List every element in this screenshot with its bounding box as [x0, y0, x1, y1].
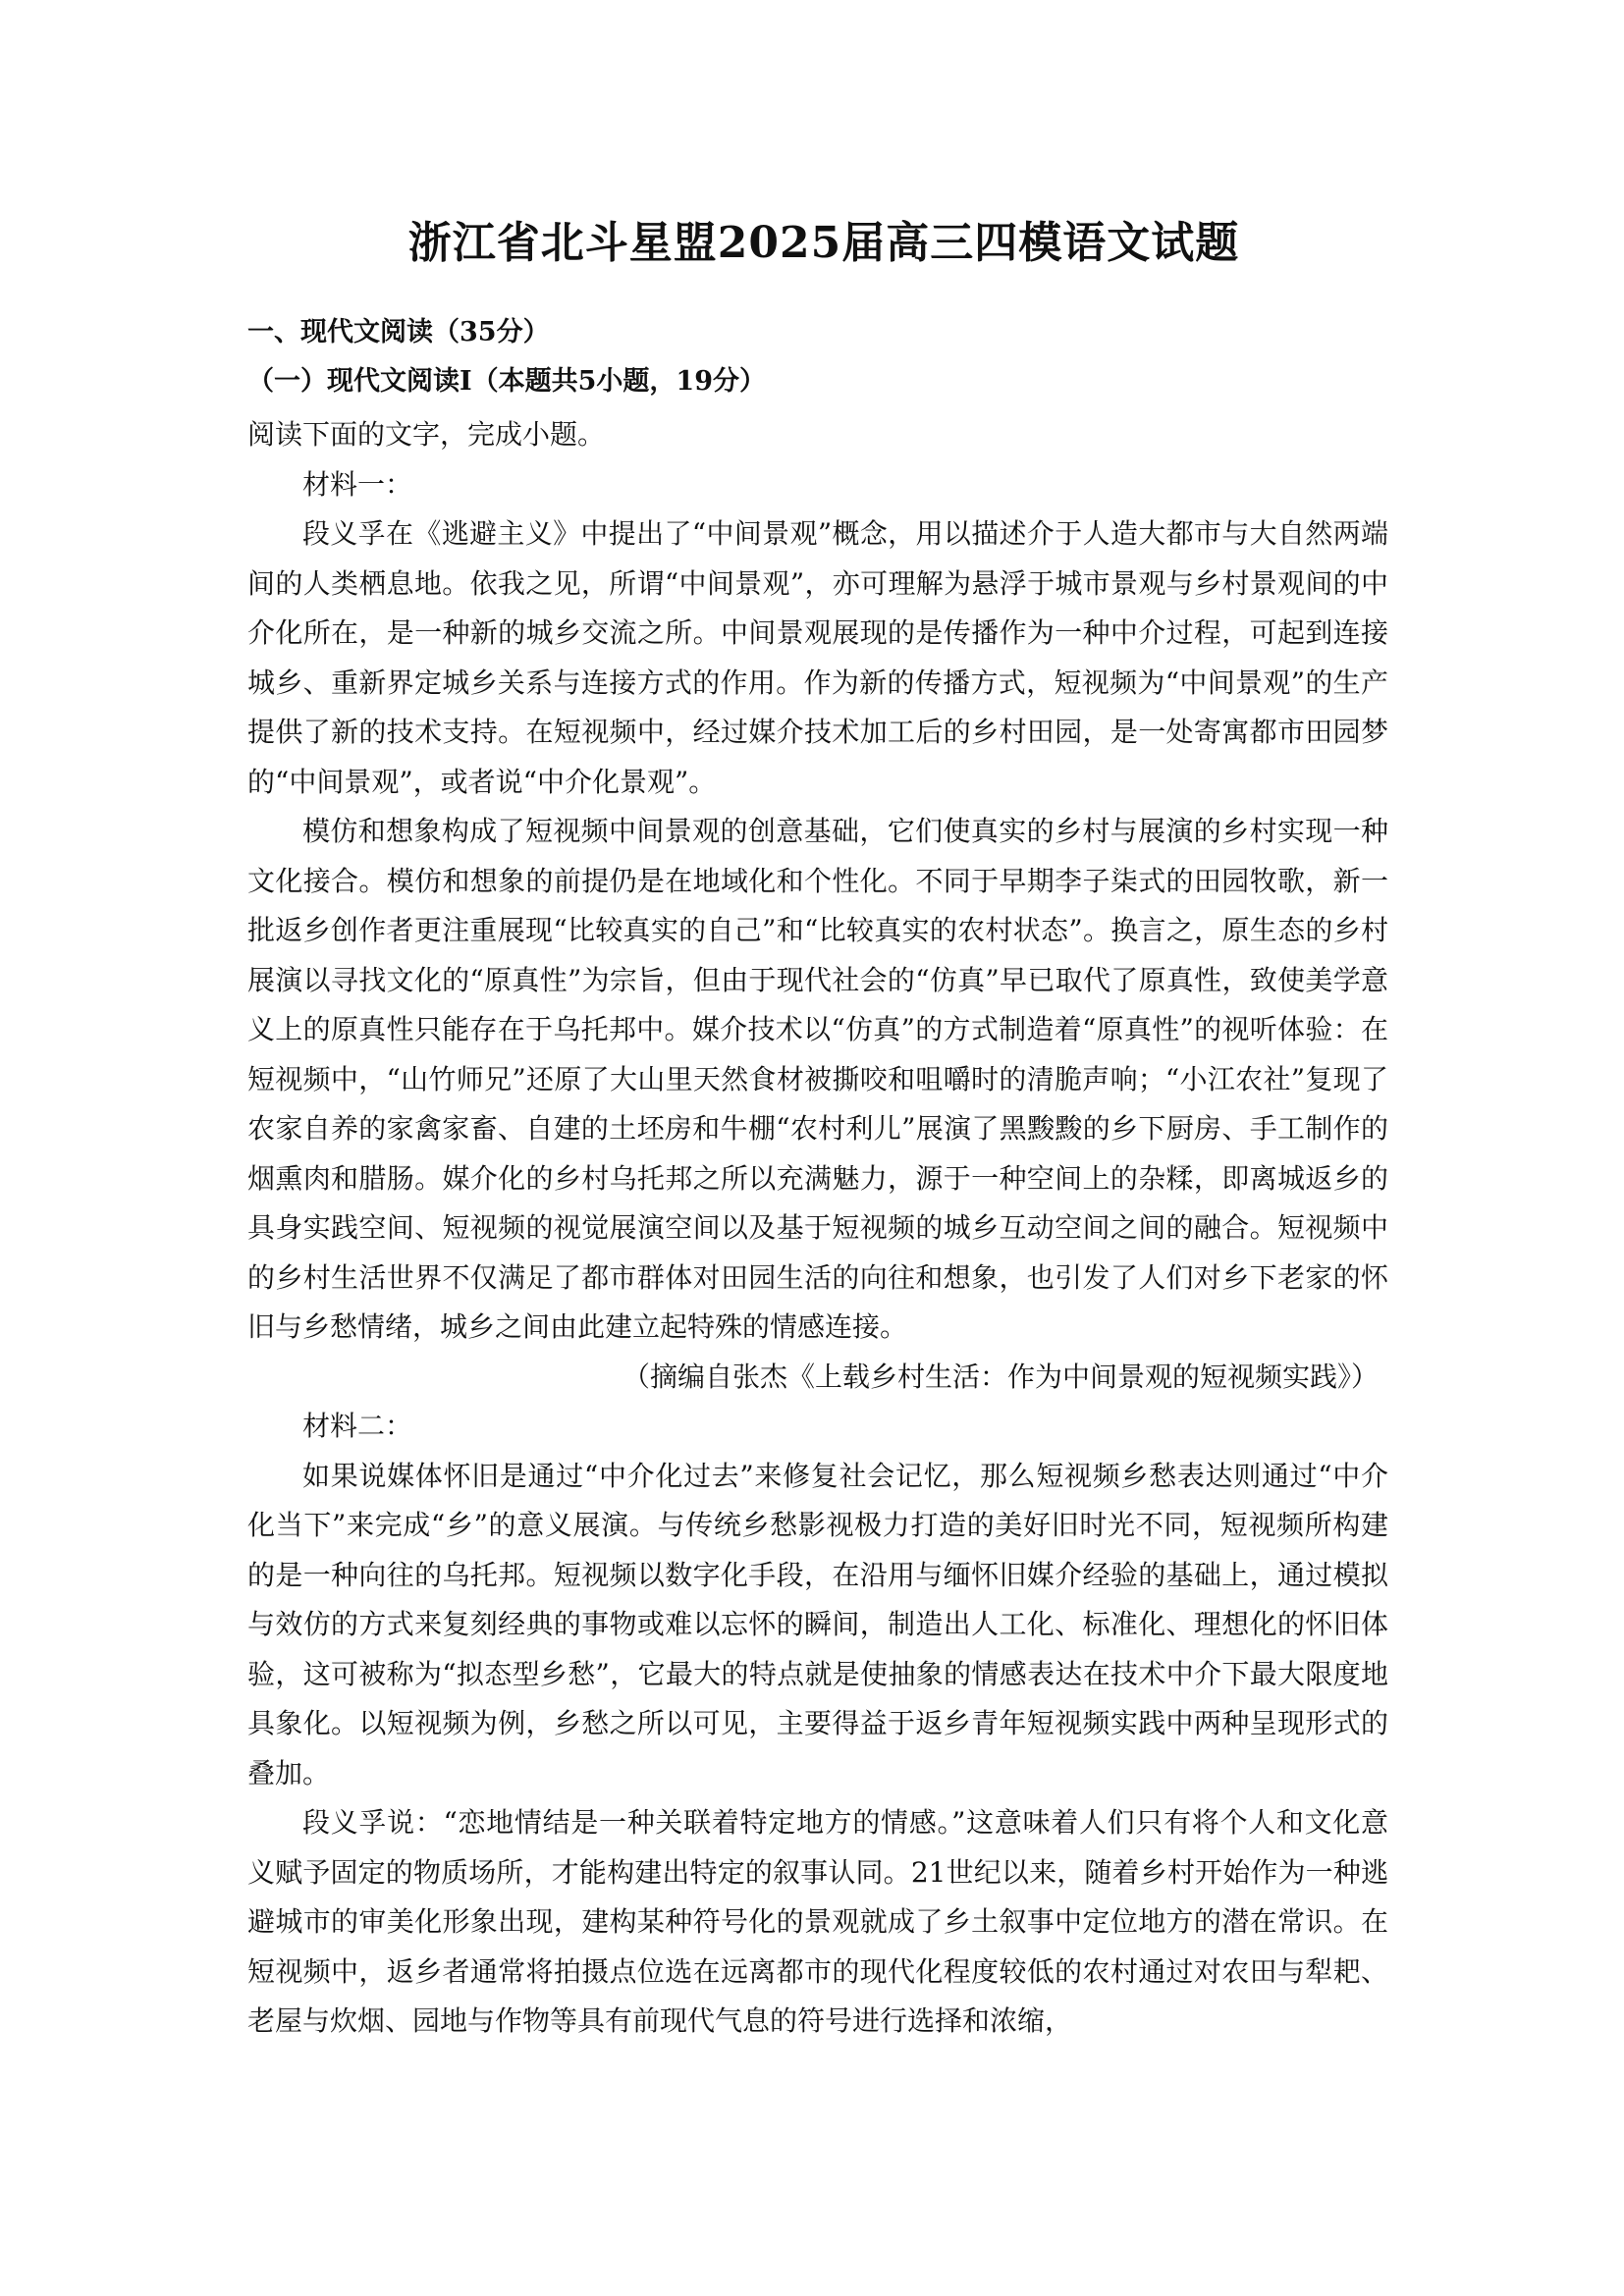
- section-heading: 一、现代文阅读（35分）: [247, 317, 550, 347]
- material-two-label: 材料二：: [302, 1410, 413, 1442]
- page-title: 浙江省北斗星盟2025届高三四模语文试题: [407, 218, 1240, 268]
- instruction-text: 阅读下面的文字，完成小题。: [247, 418, 606, 451]
- material-one-label: 材料一：: [302, 467, 413, 501]
- material-one-source: （摘编自张杰《上载乡村生活：作为中间景观的短视频实践》）: [622, 1360, 1379, 1393]
- material-one-paragraph-2: 模仿和想象构成了短视频中间景观的创意基础，它们使真实的乡村与展演的乡村实现一种文化接合。模仿和想象的前提仍是在地域化和个性化。不同于早期李子柒式的田园牧歌，新一批返乡创作者更注重展现“比较真实的自己”和“比较真实的农村状态”。换言之，原生态的乡村展演以寻找文化的“原真性”为宗旨，但由于现代社会的“仿真”早已取代了原真性，致使美学意义上的原真性只能存在于乌托邦中。媒介技术以“仿真”的方式制造着“原真性”的视听体验：在短视频中，“山竹师兄”还原了大山里天然食材被撕咬和咀嚼时的清脆声响；“小江农社”复现了农家自养的家禽家畜、自建的土坯房和牛棚“农村利儿”展演了黑黢黢的乡下厨房、手工制作的烟熏肉和腊肠。媒介化的乡村乌托邦之所以充满魅力，源于一种空间上的杂糅，即离城返乡的具身实践空间、短视频的视觉展演空间以及基于短视频的城乡互动空间之间的融合。短视频中的乡村生活世界不仅满足了都市群体对田园生活的向往和想象，也引发了人们对乡下老家的怀旧与乡愁情绪，城乡之间由此建立起特殊的情感连接。: [247, 815, 1388, 1343]
- material-two-paragraph-1: 如果说媒体怀旧是通过“中介化过去”来修复社会记忆，那么短视频乡愁表达则通过“中介化当下”来完成“乡”的意义展演。与传统乡愁影视极力打造的美好旧时光不同，短视频所构建的是一种向往的乌托邦。短视频以数字化手段，在沿用与缅怀旧媒介经验的基础上，通过模拟与效仿的方式来复刻经典的事物或难以忘怀的瞬间，制造出人工化、标准化、理想化的怀旧体验，这可被称为“拟态型乡愁”，它最大的特点就是使抽象的情感表达在技术中介下最大限度地具象化。以短视频为例，乡愁之所以可见，主要得益于返乡青年短视频实践中两种呈现形式的叠加。: [247, 1459, 1388, 1789]
- material-one-paragraph-1: 段义孚在《逃避主义》中提出了“中间景观”概念，用以描述介于人造大都市与大自然两端间的人类栖息地。依我之见，所谓“中间景观”，亦可理解为悬浮于城市景观与乡村景观间的中介化所在，是一种新的城乡交流之所。中间景观展现的是传播作为一种中介过程，可起到连接城乡、重新界定城乡关系与连接方式的作用。作为新的传播方式，短视频为“中间景观”的生产提供了新的技术支持。在短视频中，经过媒介技术加工后的乡村田园，是一处寄寓都市田园梦的“中间景观”，或者说“中介化景观”。: [247, 517, 1388, 798]
- subsection-heading: （一）现代文阅读Ⅰ（本题共5小题，19分）: [247, 366, 766, 397]
- material-two-paragraph-2: 段义孚说：“恋地情结是一种关联着特定地方的情感。”这意味着人们只有将个人和文化意义赋予固定的物质场所，才能构建出特定的叙事认同。21世纪以来，随着乡村开始作为一种逃避城市的审美化形象出现，建构某种符号化的景观就成了乡土叙事中定位地方的潜在常识。在短视频中，返乡者通常将拍摄点位选在远离都市的现代化程度较低的农村通过对农田与犁耙、老屋与炊烟、园地与作物等具有前现代气息的符号进行选择和浓缩，: [247, 1806, 1388, 2037]
